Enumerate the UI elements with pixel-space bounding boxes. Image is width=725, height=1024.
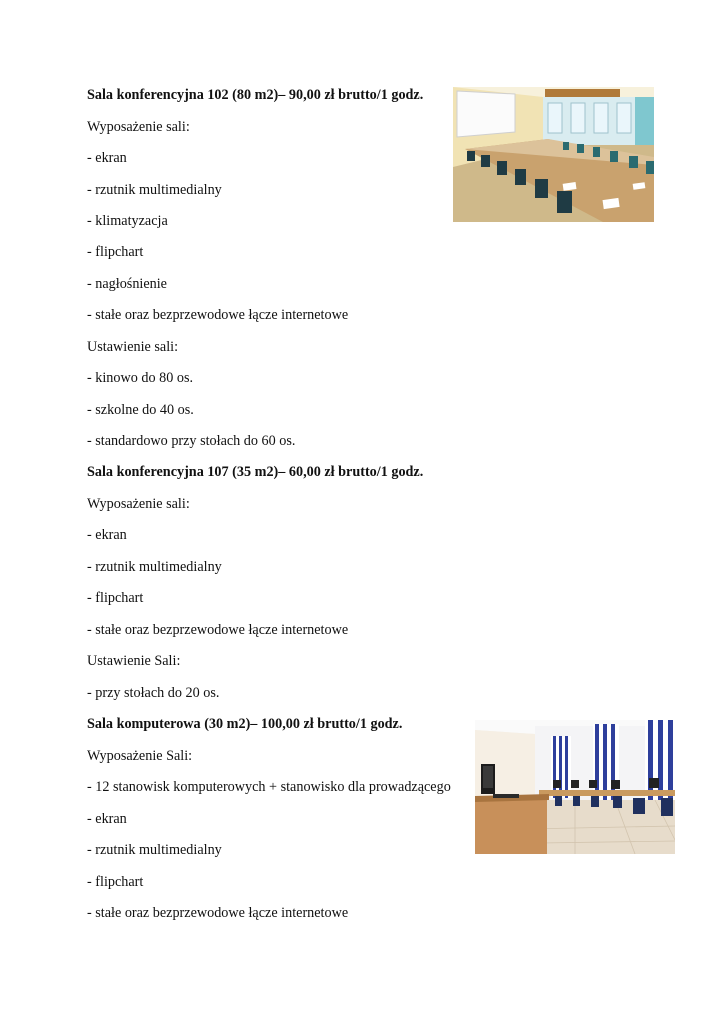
room-107-setup-label: Ustawienie Sali: (87, 653, 181, 669)
list-item: - klimatyzacja (87, 213, 168, 229)
room-102-equipment-label: Wyposażenie sali: (87, 119, 190, 135)
list-item: - flipchart (87, 244, 144, 260)
computer-room-equipment-label: Wyposażenie Sali: (87, 748, 193, 764)
computer-room-photo (475, 720, 675, 854)
list-item: - stałe oraz bezprzewodowe łącze internetowe (87, 307, 349, 323)
room-107-heading: Sala konferencyjna 107 (35 m2)– 60,00 zł brutto/1 godz. (87, 464, 424, 480)
list-item: - kinowo do 80 os. (87, 370, 194, 386)
list-item: - rzutnik multimedialny (87, 182, 222, 198)
list-item: - szkolne do 40 os. (87, 402, 194, 418)
list-item: - ekran (87, 527, 127, 543)
list-item: - stałe oraz bezprzewodowe łącze internetowe (87, 905, 349, 921)
conference-room-illustration (453, 87, 654, 222)
list-item: - rzutnik multimedialny (87, 842, 222, 858)
conference-room-photo (453, 87, 654, 222)
list-item: - ekran (87, 811, 127, 827)
list-item: - standardowo przy stołach do 60 os. (87, 433, 296, 449)
room-107-equipment-label: Wyposażenie sali: (87, 496, 190, 512)
list-item: - flipchart (87, 590, 144, 606)
list-item: - ekran (87, 150, 127, 166)
list-item: - rzutnik multimedialny (87, 559, 222, 575)
computer-room-illustration (475, 720, 675, 854)
room-102-heading: Sala konferencyjna 102 (80 m2)– 90,00 zł brutto/1 godz. (87, 87, 424, 103)
room-102-setup-label: Ustawienie sali: (87, 339, 179, 355)
computer-room-heading: Sala komputerowa (30 m2)– 100,00 zł brutto/1 godz. (87, 716, 403, 732)
list-item: - 12 stanowisk komputerowych + stanowisko dla prowadzącego (87, 779, 451, 795)
list-item: - flipchart (87, 874, 144, 890)
list-item: - stałe oraz bezprzewodowe łącze internetowe (87, 622, 349, 638)
list-item: - nagłośnienie (87, 276, 167, 292)
list-item: - przy stołach do 20 os. (87, 685, 220, 701)
